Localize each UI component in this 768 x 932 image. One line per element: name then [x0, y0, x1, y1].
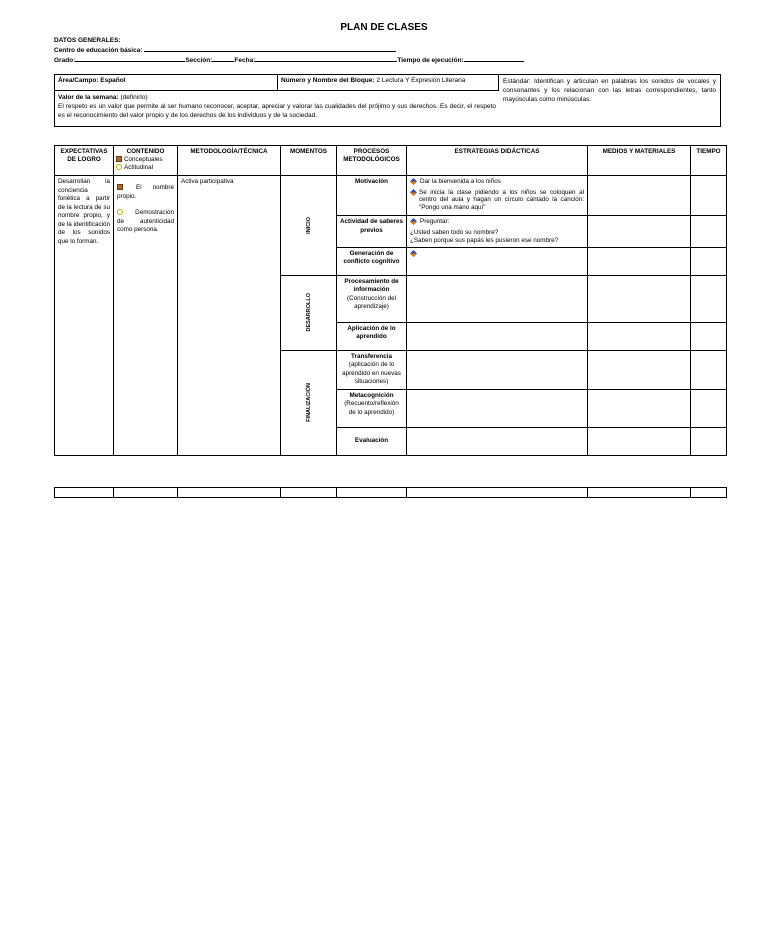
medios-evaluacion[interactable]	[588, 427, 691, 455]
arrow-bullet-icon	[410, 250, 418, 261]
estrategia-procesamiento[interactable]	[407, 275, 588, 322]
proceso-conflicto: Generación de conflicto cognitivo	[337, 247, 407, 275]
metodologia-cell: Activa participativa	[178, 176, 281, 456]
medios-conflicto[interactable]	[588, 247, 691, 275]
seccion-field[interactable]	[212, 55, 234, 62]
general-heading: DATOS GENERALES:	[54, 37, 121, 44]
valor-label: Valor de la semana:	[58, 94, 119, 101]
arrow-bullet-icon	[410, 189, 417, 212]
arrow-bullet-icon	[410, 178, 418, 188]
estrategia-evaluacion[interactable]	[407, 427, 588, 455]
metacognicion-sub: (Recuento/reflexión de lo aprendido)	[344, 400, 399, 416]
proceso-evaluacion: Evaluación	[337, 427, 407, 455]
empty-cell[interactable]	[178, 488, 281, 498]
proceso-aplicacion: Aplicación de lo aprendido	[337, 322, 407, 350]
proceso-saberes: Actividad de saberes previos	[337, 216, 407, 248]
estrategia-saberes	[407, 216, 588, 248]
transferencia-sub: (aplicación de lo aprendido en nuevas situaciones)	[342, 361, 401, 385]
empty-cell[interactable]	[407, 488, 588, 498]
fecha-field[interactable]	[255, 55, 397, 62]
centro-field[interactable]	[144, 45, 396, 52]
empty-table	[54, 487, 727, 498]
empty-cell[interactable]	[281, 488, 337, 498]
empty-cell[interactable]	[114, 488, 178, 498]
saberes-item-2: ¿Usted saben todo su nombre?	[410, 228, 499, 236]
medios-saberes[interactable]	[588, 216, 691, 248]
contenido-cell	[114, 176, 178, 456]
estrategia-motivacion	[407, 176, 588, 216]
valor-text: El respeto es un valor que permite al ser humano reconocer, aceptar, apreciar y valorar las cualidades del prójimo y sus derechos. Es decir, el respeto es el reconocimiento del valor propio y de los derechos de los individuos y de la sociedad.	[58, 103, 496, 119]
proceso-metacognicion	[337, 389, 407, 427]
momento-desarrollo-label: DESARROLLO	[305, 293, 312, 332]
tiempo-saberes[interactable]	[691, 216, 727, 248]
motivacion-item-2: Se inicia la clase pidiendo a los niños se coloquen al centro del aula y hagan un círculo cantado la canción: "Pongo una mano aquí"	[419, 188, 584, 211]
contenido-1: El nombre propio.	[117, 184, 175, 200]
tiempo-field[interactable]	[464, 55, 524, 62]
tiempo-aplicacion[interactable]	[691, 322, 727, 350]
info-box	[54, 74, 721, 127]
momento-finalizacion-label: FINALIZACIÓN	[305, 383, 312, 422]
header-expectativas: EXPECTATIVAS DE LOGRO	[55, 146, 114, 176]
valor-hint: (definirlo)	[120, 94, 148, 101]
square-bullet-icon	[117, 184, 123, 190]
legend-conceptuales: Conceptuales	[124, 156, 163, 163]
header-row	[55, 146, 727, 176]
legend-actitudinal: Actitudinal	[124, 164, 154, 171]
bloque-value: 2 Lectura Y Expresión Literaria	[376, 77, 466, 84]
momento-finalizacion	[281, 350, 337, 455]
proceso-procesamiento	[337, 275, 407, 322]
saberes-item-3: ¿Saben porque sus papás les pusieron ese nombre?	[410, 236, 559, 244]
bloque-label: Número y Nombre del Bloque:	[281, 77, 375, 84]
seccion-label: Sección:	[185, 57, 213, 64]
empty-row	[55, 488, 727, 498]
fecha-label: Fecha:	[234, 57, 256, 64]
area-cell: Área/Campo: Español	[55, 75, 278, 91]
estrategia-aplicacion[interactable]	[407, 322, 588, 350]
momento-inicio-label: INICIO	[305, 216, 312, 234]
tiempo-evaluacion[interactable]	[691, 427, 727, 455]
estrategia-transferencia[interactable]	[407, 350, 588, 389]
bloque-cell	[278, 75, 499, 91]
medios-transferencia[interactable]	[588, 350, 691, 389]
proceso-motivacion: Motivación	[337, 176, 407, 216]
header-procesos: PROCESOS METODOLÓGICOS	[337, 146, 407, 176]
momento-inicio	[281, 176, 337, 276]
grado-row	[54, 55, 524, 65]
medios-metacognicion[interactable]	[588, 389, 691, 427]
square-bullet-icon	[116, 156, 122, 162]
grado-field[interactable]	[75, 55, 185, 62]
page-title: PLAN DE CLASES	[340, 22, 428, 33]
row-motivacion	[55, 176, 727, 216]
saberes-item-1: Preguntar:	[420, 218, 450, 225]
medios-motivacion[interactable]	[588, 176, 691, 216]
empty-cell[interactable]	[588, 488, 691, 498]
tiempo-transferencia[interactable]	[691, 350, 727, 389]
estrategia-metacognicion[interactable]	[407, 389, 588, 427]
header-contenido-label: CONTENIDO	[126, 148, 165, 155]
tiempo-metacognicion[interactable]	[691, 389, 727, 427]
header-medios: MEDIOS Y MATERIALES	[588, 146, 691, 176]
motivacion-item-1: Dar la bienvenida a los niños	[420, 178, 501, 185]
circle-bullet-icon	[117, 209, 123, 215]
estrategia-conflicto	[407, 247, 588, 275]
expectativa-cell: Desarrollan la conciencia fonética a partir de la lectura de su nombre propio, y de la identificación de los sonidos que lo forman.	[55, 176, 114, 456]
tiempo-motivacion[interactable]	[691, 176, 727, 216]
header-contenido	[114, 146, 178, 176]
grado-label: Grado:	[54, 57, 76, 64]
tiempo-procesamiento[interactable]	[691, 275, 727, 322]
centro-label: Centro de educación básica:	[54, 47, 143, 54]
arrow-bullet-icon	[410, 218, 418, 228]
medios-aplicacion[interactable]	[588, 322, 691, 350]
metacognicion-title: Metacognición	[349, 391, 394, 399]
plan-table	[54, 145, 727, 456]
procesamiento-sub: (Construcción del aprendizaje)	[347, 294, 396, 310]
header-momentos: MOMENTOS	[281, 146, 337, 176]
centro-row	[54, 45, 396, 55]
momento-desarrollo	[281, 275, 337, 350]
header-estrategias: ESTRATEGIAS DIDÁCTICAS	[407, 146, 588, 176]
empty-cell[interactable]	[55, 488, 114, 498]
medios-procesamiento[interactable]	[588, 275, 691, 322]
header-tiempo: TIEMPO	[691, 146, 727, 176]
estandar-cell: Estándar: Identifican y articulan en palabras los sonidos de vocales y consonantes y los relacionan con las letras correspondientes, tanto mayúsculas como minúsculas.	[503, 78, 716, 103]
valor-cell	[55, 91, 499, 126]
procesamiento-title: Procesamiento de información	[344, 277, 399, 293]
tiempo-label: Tiempo de ejecución:	[397, 57, 464, 64]
header-metodologia: METODOLOGÍA/TÉCNICA	[178, 146, 281, 176]
empty-cell[interactable]	[337, 488, 407, 498]
circle-bullet-icon	[116, 164, 122, 170]
tiempo-conflicto[interactable]	[691, 247, 727, 275]
contenido-2: Demostración de autenticidad como persona.	[117, 209, 174, 233]
proceso-transferencia	[337, 350, 407, 389]
empty-cell[interactable]	[691, 488, 727, 498]
transferencia-title: Transferencia	[351, 352, 392, 360]
